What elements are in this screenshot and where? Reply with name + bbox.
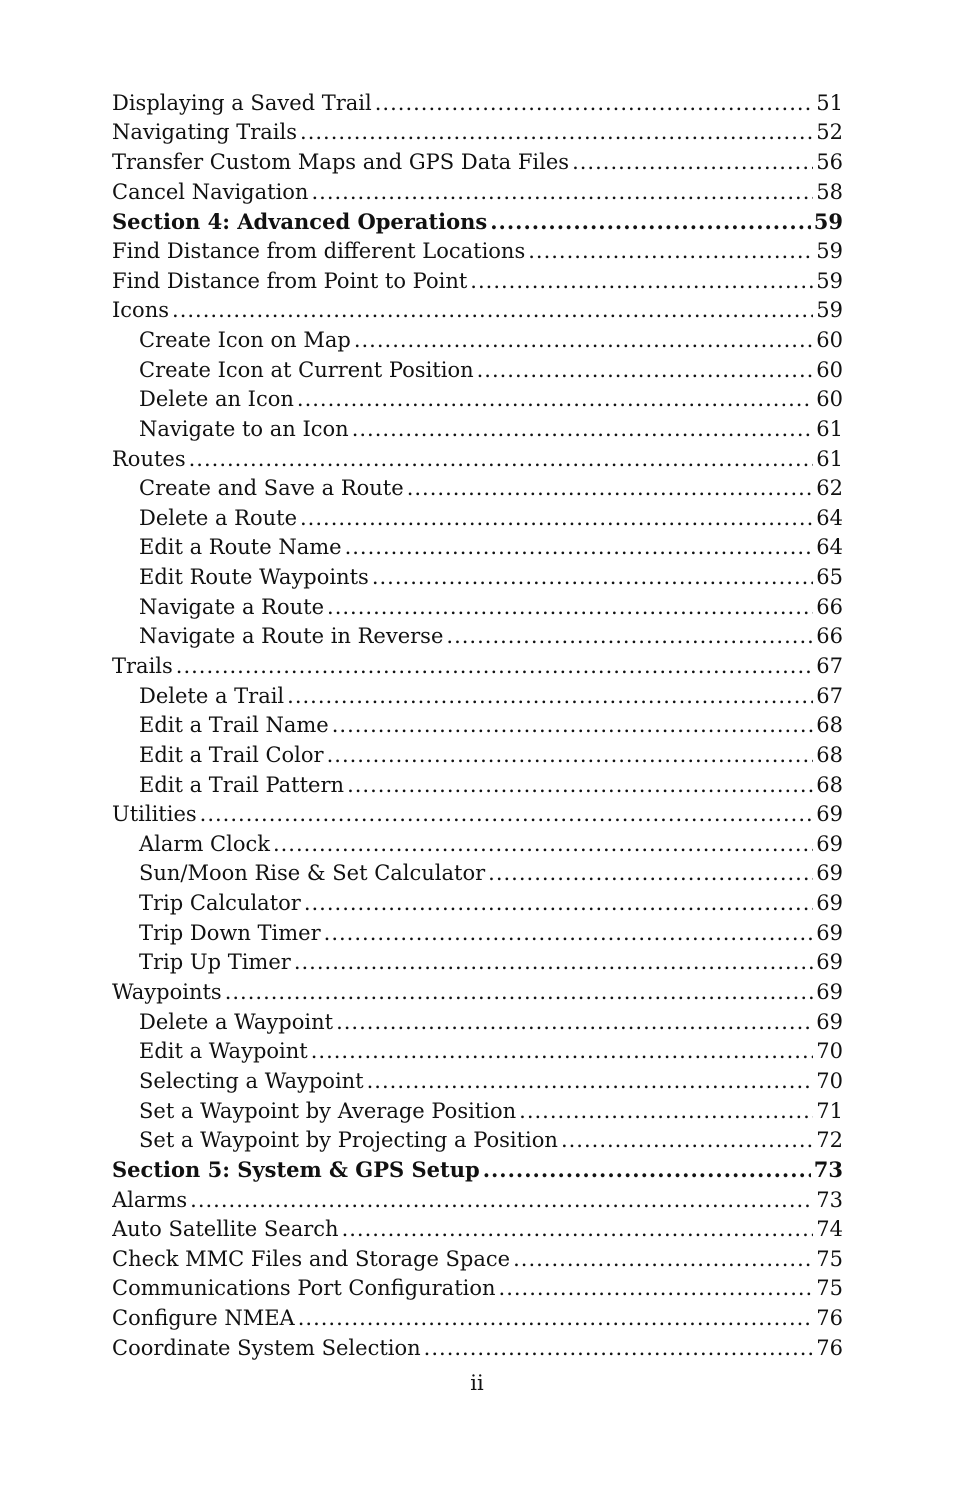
toc-entry[interactable] xyxy=(112,118,843,148)
toc-section-heading[interactable] xyxy=(112,1155,843,1185)
toc-entry-page: 64 xyxy=(816,535,843,560)
toc-entry-title: Navigating Trails xyxy=(112,120,298,145)
dot-leader xyxy=(300,506,813,530)
toc-entry[interactable] xyxy=(112,651,843,681)
dot-leader xyxy=(572,150,813,174)
dot-leader xyxy=(372,565,813,589)
toc-entry-title: Icons xyxy=(112,298,170,323)
toc-entry-title: Alarms xyxy=(112,1187,188,1212)
toc-entry-page: 67 xyxy=(816,653,843,678)
dot-leader xyxy=(200,802,814,826)
toc-entry-title: Trip Up Timer xyxy=(139,950,291,975)
toc-entry-page: 64 xyxy=(816,505,843,530)
toc-entry-page: 74 xyxy=(816,1217,843,1242)
toc-entry-page: 59 xyxy=(816,268,843,293)
toc-entry-page: 73 xyxy=(816,1187,843,1212)
toc-entry[interactable] xyxy=(112,444,843,474)
dot-leader xyxy=(342,1217,814,1241)
dot-leader xyxy=(225,980,814,1004)
toc-entry[interactable] xyxy=(112,414,843,444)
toc-entry[interactable] xyxy=(112,562,843,592)
toc-entry-title: Communications Port Configuration xyxy=(112,1276,496,1301)
toc-entry-page: 60 xyxy=(816,327,843,352)
dot-leader xyxy=(424,1336,814,1360)
toc-entry[interactable] xyxy=(112,1037,843,1067)
dot-leader xyxy=(499,1276,814,1300)
toc-entry-title: Find Distance from different Locations xyxy=(112,239,526,264)
toc-entry-page: 69 xyxy=(816,1009,843,1034)
toc-entry-page: 72 xyxy=(816,1128,843,1153)
toc-entry-page: 68 xyxy=(816,772,843,797)
toc-entry-page: 69 xyxy=(816,861,843,886)
toc-entry[interactable] xyxy=(112,355,843,385)
toc-entry-title: Auto Satellite Search xyxy=(112,1217,339,1242)
toc-entry-title: Coordinate System Selection xyxy=(112,1335,421,1360)
toc-entry[interactable] xyxy=(112,295,843,325)
toc-entry[interactable] xyxy=(112,710,843,740)
toc-entry-page: 59 xyxy=(816,239,843,264)
toc-entry-page: 65 xyxy=(816,565,843,590)
toc-entry-page: 59 xyxy=(813,208,843,234)
toc-entry-title: Trip Down Timer xyxy=(139,920,321,945)
toc-entry-page: 76 xyxy=(816,1306,843,1331)
toc-entry-title: Trip Calculator xyxy=(139,891,301,916)
toc-entry-page: 69 xyxy=(816,891,843,916)
toc-entry-title: Section 5: System & GPS Setup xyxy=(112,1157,480,1183)
dot-leader xyxy=(470,269,813,293)
toc-entry-page: 66 xyxy=(816,594,843,619)
dot-leader xyxy=(345,535,814,559)
toc-entry-page: 69 xyxy=(816,831,843,856)
toc-entry-title: Edit a Trail Pattern xyxy=(139,772,345,797)
dot-leader xyxy=(304,891,813,915)
toc-entry-title: Create Icon at Current Position xyxy=(139,357,474,382)
toc-entry[interactable] xyxy=(112,1007,843,1037)
toc-entry-title: Delete a Waypoint xyxy=(139,1009,334,1034)
toc-entry[interactable] xyxy=(112,1066,843,1096)
toc-entry[interactable] xyxy=(112,236,843,266)
toc-entry[interactable] xyxy=(112,1096,843,1126)
toc-entry-title: Routes xyxy=(112,446,186,471)
toc-entry[interactable] xyxy=(112,177,843,207)
toc-entry-page: 75 xyxy=(816,1246,843,1271)
dot-leader xyxy=(528,239,813,263)
dot-leader xyxy=(324,921,814,945)
dot-leader xyxy=(273,832,813,856)
toc-entry-title: Configure NMEA xyxy=(112,1306,295,1331)
toc-entry-title: Set a Waypoint by Projecting a Position xyxy=(139,1128,558,1153)
toc-entry[interactable] xyxy=(112,1274,843,1304)
toc-entry-page: 59 xyxy=(816,298,843,323)
dot-leader xyxy=(347,773,813,797)
toc-entry[interactable] xyxy=(112,88,843,118)
toc-entry-page: 69 xyxy=(816,980,843,1005)
toc-entry-title: Edit a Trail Color xyxy=(139,742,324,767)
toc-entry[interactable] xyxy=(112,770,843,800)
toc-entry[interactable] xyxy=(112,1214,843,1244)
toc-entry-title: Alarm Clock xyxy=(139,831,270,856)
toc-entry[interactable] xyxy=(112,533,843,563)
toc-entry-title: Transfer Custom Maps and GPS Data Files xyxy=(112,150,570,175)
toc-entry-title: Delete an Icon xyxy=(139,387,294,412)
page-number: ii xyxy=(470,1371,484,1395)
toc-entry[interactable] xyxy=(112,740,843,770)
toc-entry[interactable] xyxy=(112,1303,843,1333)
dot-leader xyxy=(407,476,814,500)
dot-leader xyxy=(375,91,814,115)
toc-entry-title: Navigate to an Icon xyxy=(139,416,349,441)
toc-entry-title: Section 4: Advanced Operations xyxy=(112,208,488,234)
toc-entry-title: Edit Route Waypoints xyxy=(139,565,369,590)
toc-entry-page: 67 xyxy=(816,683,843,708)
toc-entry-page: 73 xyxy=(813,1157,843,1183)
toc-entry[interactable] xyxy=(112,266,843,296)
dot-leader xyxy=(561,1128,813,1152)
dot-leader xyxy=(190,1188,813,1212)
dot-leader xyxy=(287,684,813,708)
dot-leader xyxy=(294,950,813,974)
toc-entry[interactable] xyxy=(112,384,843,414)
dot-leader xyxy=(189,447,814,471)
toc-entry[interactable] xyxy=(112,473,843,503)
toc-entry-page: 60 xyxy=(816,357,843,382)
toc-entry-page: 69 xyxy=(816,920,843,945)
toc-entry-title: Selecting a Waypoint xyxy=(139,1068,364,1093)
toc-entry-title: Cancel Navigation xyxy=(112,179,309,204)
toc-entry-page: 68 xyxy=(816,742,843,767)
toc-entry-title: Utilities xyxy=(112,802,197,827)
toc-entry[interactable] xyxy=(112,503,843,533)
toc-entry-page: 60 xyxy=(816,387,843,412)
toc-entry-title: Delete a Trail xyxy=(139,683,285,708)
toc-entry-page: 62 xyxy=(816,476,843,501)
toc-entry[interactable] xyxy=(112,1333,843,1363)
toc-entry[interactable] xyxy=(112,977,843,1007)
toc-entry[interactable] xyxy=(112,888,843,918)
toc-entry-page: 56 xyxy=(816,150,843,175)
toc-entry-title: Edit a Waypoint xyxy=(139,1039,308,1064)
dot-leader xyxy=(327,595,813,619)
toc-entry-page: 70 xyxy=(816,1068,843,1093)
toc-entry[interactable] xyxy=(112,1244,843,1274)
toc-entry-page: 58 xyxy=(816,179,843,204)
toc-entry[interactable] xyxy=(112,1125,843,1155)
dot-leader xyxy=(446,624,813,648)
dot-leader xyxy=(352,417,814,441)
toc-entry[interactable] xyxy=(112,859,843,889)
dot-leader xyxy=(477,358,814,382)
toc-entry-title: Sun/Moon Rise & Set Calculator xyxy=(139,861,486,886)
dot-leader xyxy=(176,654,813,678)
toc-entry-title: Find Distance from Point to Point xyxy=(112,268,468,293)
dot-leader xyxy=(297,387,813,411)
toc-entry-title: Create Icon on Map xyxy=(139,327,351,352)
toc-entry[interactable] xyxy=(112,325,843,355)
toc-entry-page: 68 xyxy=(816,713,843,738)
toc-entry[interactable] xyxy=(112,147,843,177)
dot-leader xyxy=(488,861,813,885)
toc-entry-title: Navigate a Route in Reverse xyxy=(139,624,444,649)
toc-entry[interactable] xyxy=(112,799,843,829)
toc-entry-title: Displaying a Saved Trail xyxy=(112,90,372,115)
toc-entry-title: Trails xyxy=(112,653,173,678)
toc-entry-page: 76 xyxy=(816,1335,843,1360)
dot-leader xyxy=(490,209,811,234)
dot-leader xyxy=(513,1247,813,1271)
toc-section-heading[interactable] xyxy=(112,207,843,237)
dot-leader xyxy=(311,1039,814,1063)
toc-entry-page: 51 xyxy=(816,90,843,115)
toc-entry-page: 66 xyxy=(816,624,843,649)
dot-leader xyxy=(327,743,814,767)
toc-entry-title: Check MMC Files and Storage Space xyxy=(112,1246,511,1271)
dot-leader xyxy=(172,298,813,322)
toc-entry-page: 61 xyxy=(816,416,843,441)
toc-entry[interactable] xyxy=(112,1185,843,1215)
dot-leader xyxy=(311,180,813,204)
toc-entry-page: 69 xyxy=(816,802,843,827)
toc-entry-title: Edit a Trail Name xyxy=(139,713,329,738)
toc-entry-page: 70 xyxy=(816,1039,843,1064)
dot-leader xyxy=(354,328,813,352)
dot-leader xyxy=(332,713,814,737)
toc-entry[interactable] xyxy=(112,829,843,859)
toc-entry-page: 61 xyxy=(816,446,843,471)
toc-entry-title: Delete a Route xyxy=(139,505,297,530)
dot-leader xyxy=(367,1069,814,1093)
toc-entry-title: Edit a Route Name xyxy=(139,535,342,560)
toc-entry-title: Navigate a Route xyxy=(139,594,325,619)
toc-entry-title: Create and Save a Route xyxy=(139,476,404,501)
table-of-contents xyxy=(112,88,843,1363)
toc-entry[interactable] xyxy=(112,948,843,978)
toc-entry-page: 75 xyxy=(816,1276,843,1301)
dot-leader xyxy=(483,1157,811,1182)
toc-entry-page: 71 xyxy=(816,1098,843,1123)
toc-entry[interactable] xyxy=(112,918,843,948)
toc-entry[interactable] xyxy=(112,681,843,711)
toc-entry[interactable] xyxy=(112,592,843,622)
toc-entry-page: 69 xyxy=(816,950,843,975)
dot-leader xyxy=(300,120,813,144)
toc-entry-title: Set a Waypoint by Average Position xyxy=(139,1098,517,1123)
toc-entry-title: Waypoints xyxy=(112,980,222,1005)
dot-leader xyxy=(519,1099,813,1123)
dot-leader xyxy=(298,1306,814,1330)
dot-leader xyxy=(336,1010,813,1034)
toc-entry-page: 52 xyxy=(816,120,843,145)
toc-entry[interactable] xyxy=(112,622,843,652)
